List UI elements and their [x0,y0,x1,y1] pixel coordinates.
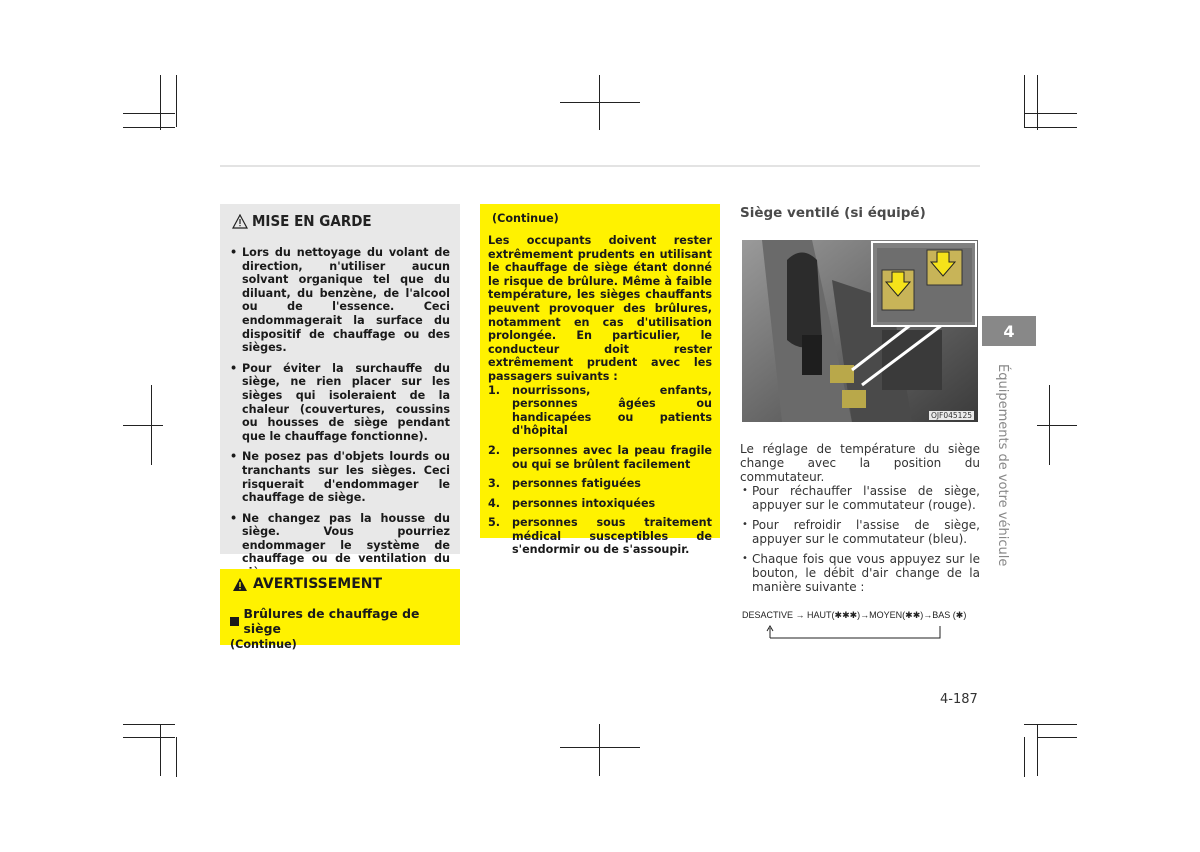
continuation-list [488,384,712,558]
arrow-right-icon: → [793,610,808,620]
fan-icon: ✱✱✱ [834,610,858,620]
return-arrow-icon [766,624,946,640]
header-rule [220,165,980,167]
item-text: personnes avec la peau fragile ou qui se brûlent facilement [512,443,712,471]
intro-text: Le réglage de température du siège change avec la position du commutateur. [740,442,980,484]
bullet-item: • Chaque fois que vous appuyez sur le bouton, le débit d'air change de la manière suivante : [740,552,980,594]
crop-mark [176,737,177,777]
continuation-item [488,444,712,471]
seq-close: ) [963,610,967,620]
arrow-right-icon: )→ [857,610,870,620]
crop-mark [123,113,175,114]
item-text: personnes sous traitement médical susceptibles de s'endormir ou de s'assoupir. [512,516,712,557]
seq-off: DESACTIVE [742,610,794,620]
item-number: 1. [488,383,501,397]
arrow-right-icon: )→ [920,610,933,620]
crop-mark [1037,75,1038,130]
avertissement-subtitle [230,606,450,636]
avertissement-title-text: AVERTISSEMENT [253,576,383,592]
warning-item: • Ne changez pas la housse du siège. Vous pourriez endommager le système de chauffage ou de ventilation du [230,512,450,580]
crop-mark [123,724,175,725]
item-text: nourrissons, enfants, personnes âgées ou handicapées ou patients d'hôpital [512,383,712,438]
crop-mark [1024,127,1077,128]
crop-mark [123,425,163,426]
bullet-item: • Pour refroidir l'assise de siège, appuyer sur le commutateur (bleu). [740,518,980,546]
warning-item: • Pour éviter la surchauffe du siège, ne rien placer sur les sièges qui isoleraient de la chaleur (couvertures, coussins ou housses de siège pendant que le chauffage fonctionne). [230,362,450,444]
item-number: 3. [488,477,501,491]
continuation-item [488,384,712,438]
crop-mark [1037,724,1038,776]
section-title: Siège ventilé (si équipé) [740,205,926,221]
crop-mark [1024,75,1025,127]
item-number: 5. [488,516,501,530]
seat-switch-photo [742,240,978,422]
warning-title [232,212,450,230]
crop-mark [123,737,175,738]
continuation-paragraph: Les occupants doivent rester extrêmement prudents en utilisant le chauffage de siège étant donné le risque de brûlure. Même à faible température, les sièges chauffants peuvent provoquer des brûlures, notamment en cas d'utilisation prolongée. En particulier, le conducteur doit rester extrêmement prudent avec les passagers suivants : [488,234,712,383]
avertissement-title [232,576,450,592]
avertissement-box [220,569,460,651]
airflow-sequence [742,610,966,621]
item-text: personnes fatiguées [512,477,641,491]
image-code: OJF045125 [930,411,972,420]
crop-mark [176,75,177,127]
item-text: personnes intoxiquées [512,496,656,510]
crop-mark [560,747,640,748]
crop-mark [1037,737,1077,738]
seq-mid: MOYEN( [869,610,906,620]
continuation-label: (Continue) [492,212,559,225]
warning-triangle-icon [232,214,248,229]
crop-mark [1024,724,1077,725]
fan-icon: ✱ [955,610,964,620]
bullet-list [740,484,980,600]
warning-title-text: MISE EN GARDE [252,212,372,230]
warning-list [230,246,450,580]
item-number: 4. [488,496,501,510]
crop-mark [560,102,640,103]
seq-low: BAS ( [932,610,956,620]
crop-mark [123,127,175,128]
bullet-item: • Pour réchauffer l'assise de siège, appuyer sur le commutateur (rouge). [740,484,980,512]
console-illustration [742,240,978,422]
crop-mark [160,724,161,776]
crop-mark [1024,737,1025,777]
warning-box [220,204,460,566]
warning-item: • Ne posez pas d'objets lourds ou tranchants sur les sièges. Ceci risquerait d'endommager le chauffage de siège. [230,450,450,504]
crop-mark [1024,113,1077,114]
crop-mark [1037,425,1077,426]
fan-icon: ✱✱ [905,610,921,620]
avertissement-continue: (Continue) [230,638,297,651]
continuation-box [480,204,720,557]
avertissement-subtitle-text: Brûlures de chauffage de siège [243,606,420,636]
crop-mark [599,724,600,776]
chapter-tab: 4 [982,316,1036,346]
item-number: 2. [488,443,501,457]
square-bullet-icon [230,617,239,626]
warning-item: • Lors du nettoyage du volant de direction, n'utiliser aucun solvant organique tel que du diluant, du benzène, de l'alcool ou de l'essence. Ceci endommagerait la surface du dispositif de chauffage ou des sièges. [230,246,450,355]
continuation-item [488,477,712,491]
crop-mark [160,75,161,130]
chapter-label: Équipements de votre véhicule [995,364,1010,567]
warning-filled-triangle-icon [232,577,248,592]
page-number: 4-187 [940,692,978,707]
continuation-item [488,497,712,511]
seq-high: HAUT( [807,610,835,620]
continuation-item [488,516,712,557]
